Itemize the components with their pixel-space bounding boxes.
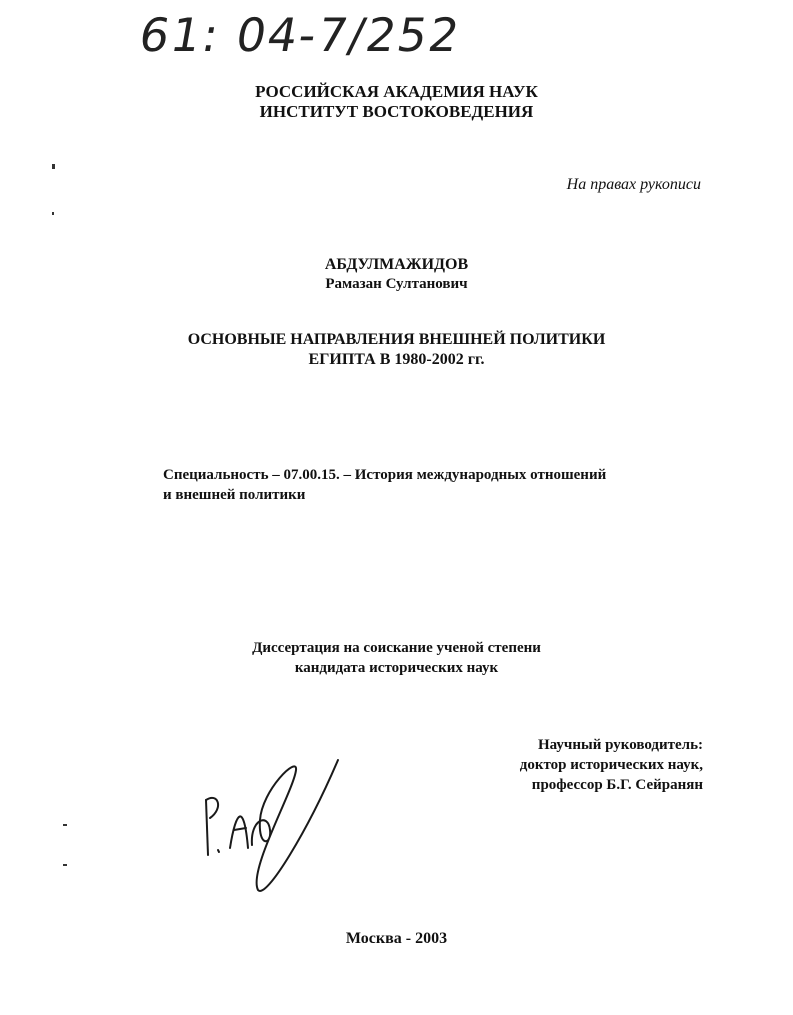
institute-name: ИНСТИТУТ ВОСТОКОВЕДЕНИЯ [259,102,534,121]
supervisor-name: профессор Б.Г. Сейранян [531,777,703,793]
supervisor-label: Научный руководитель: [538,737,703,753]
archive-number: 61: 04-7/252 [135,8,466,62]
degree-line1: Диссертация на соискание ученой степени [252,640,541,656]
scan-speck [52,212,54,215]
author-given-names: Рамазан Султанович [325,276,468,292]
city-year: Москва - 2003 [345,930,448,947]
archive-number-handwritten [135,8,466,88]
scan-speck [63,824,67,826]
degree-line2: кандидата исторических наук [294,660,499,676]
manuscript-note: На правах рукописи [566,176,701,193]
scan-speck [63,864,67,866]
author-surname: АБДУЛМАЖИДОВ [324,256,469,273]
scan-speck [52,164,55,169]
specialty-line2: и внешней политики [163,487,306,503]
author-signature [188,750,348,900]
thesis-title-line1: ОСНОВНЫЕ НАПРАВЛЕНИЯ ВНЕШНЕЙ ПОЛИТИКИ [187,331,606,348]
academy-name: РОССИЙСКАЯ АКАДЕМИЯ НАУК [255,82,538,101]
thesis-title-line2: ЕГИПТА В 1980-2002 гг. [308,351,485,368]
specialty-line1: Специальность – 07.00.15. – История международных отношений [163,467,607,483]
supervisor-degree: доктор исторических наук, [519,757,703,773]
